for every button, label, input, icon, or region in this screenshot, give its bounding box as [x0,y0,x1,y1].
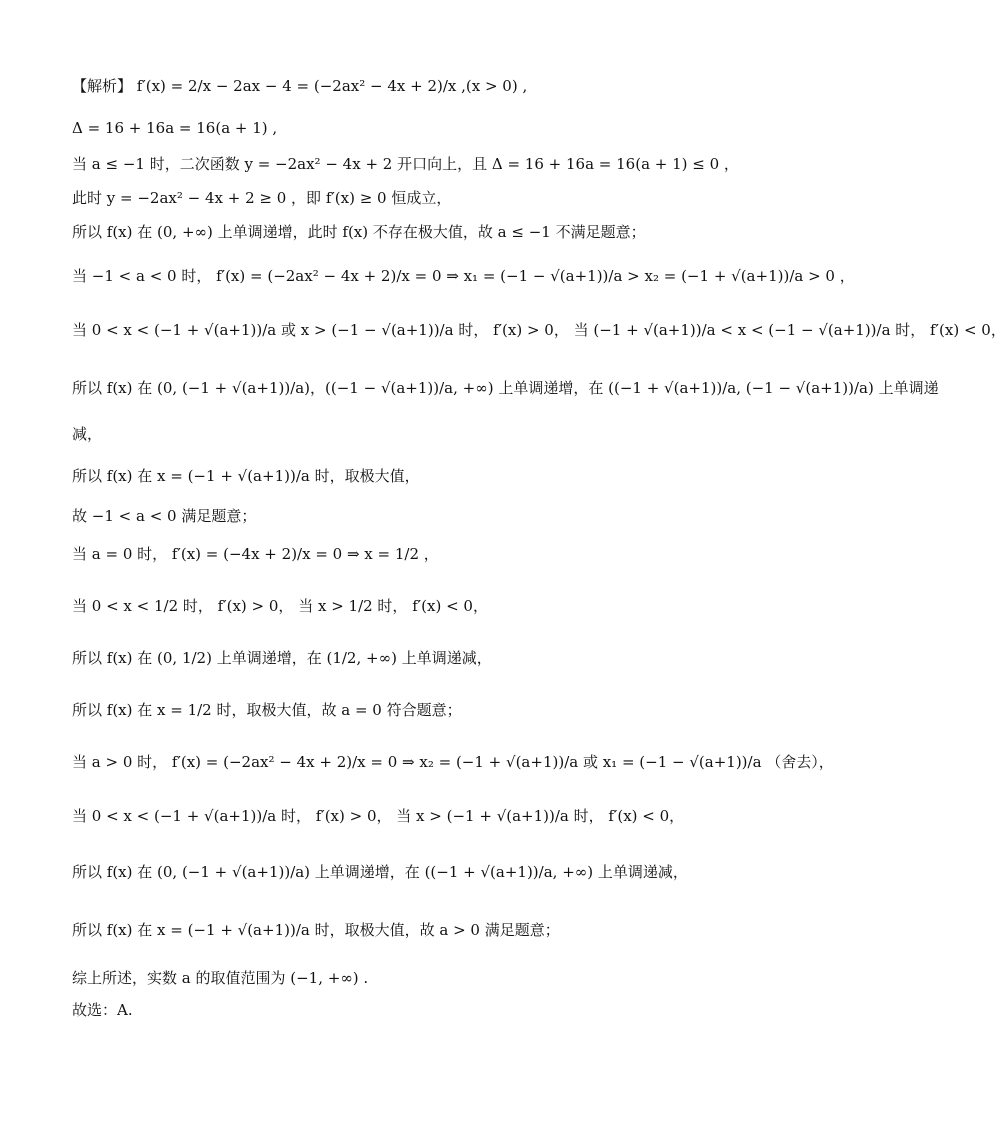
line-11: 故 −1 < a < 0 满足题意； [72,507,257,525]
line-12: 当 a = 0 时， f′(x) = (−4x + 2)/x = 0 ⇒ x = 1/2 ， [72,545,439,563]
line-7: 当 0 < x < (−1 + √(a+1))/a 或 x > (−1 − √(a+1))/a 时， f′(x) > 0， 当 (−1 + √(a+1))/a < x < (−1 − √(a+1))/a 时， f′(x) < 0， [72,321,1006,339]
line-5: 所以 f(x) 在 (0, +∞) 上单调递增，此时 f(x) 不存在极大值，故 a ≤ −1 不满足题意； [72,223,646,241]
line-14: 所以 f(x) 在 (0, 1/2) 上单调递增，在 (1/2, +∞) 上单调递减， [72,649,492,667]
line-15: 所以 f(x) 在 x = 1/2 时，取极大值，故 a = 0 符合题意； [72,701,462,719]
line-20: 综上所述，实数 a 的取值范围为 (−1, +∞) . [72,969,369,987]
line-16: 当 a > 0 时， f′(x) = (−2ax² − 4x + 2)/x = 0 ⇒ x₂ = (−1 + √(a+1))/a 或 x₁ = (−1 − √(a+1))/a （舍去）， [72,753,834,771]
line-13: 当 0 < x < 1/2 时， f′(x) > 0， 当 x > 1/2 时， f′(x) < 0， [72,597,488,615]
line-1: 【解析】 f′(x) = 2/x − 2ax − 4 = (−2ax² − 4x + 2)/x ,(x > 0) , [72,77,528,95]
line-19: 所以 f(x) 在 x = (−1 + √(a+1))/a 时，取极大值，故 a > 0 满足题意； [72,921,560,939]
line-2: Δ = 16 + 16a = 16(a + 1) , [72,119,278,137]
line-17: 当 0 < x < (−1 + √(a+1))/a 时， f′(x) > 0， 当 x > (−1 + √(a+1))/a 时， f′(x) < 0， [72,807,685,825]
line-9: 减， [72,425,103,443]
line-8: 所以 f(x) 在 (0, (−1 + √(a+1))/a)，((−1 − √(a+1))/a, +∞) 上单调递增，在 ((−1 + √(a+1))/a, (−1 − √(a+1))/a) 上单调递 [72,379,939,397]
line-4: 此时 y = −2ax² − 4x + 2 ≥ 0 ，即 f′(x) ≥ 0 恒成立， [72,189,452,207]
line-3: 当 a ≤ −1 时，二次函数 y = −2ax² − 4x + 2 开口向上，且 Δ = 16 + 16a = 16(a + 1) ≤ 0 ， [72,155,739,173]
line-6: 当 −1 < a < 0 时， f′(x) = (−2ax² − 4x + 2)/x = 0 ⇒ x₁ = (−1 − √(a+1))/a > x₂ = (−1 + √(a+1))/a > 0 ， [72,267,855,285]
line-10: 所以 f(x) 在 x = (−1 + √(a+1))/a 时，取极大值， [72,467,420,485]
line-21: 故选：A. [72,1001,133,1019]
line-18: 所以 f(x) 在 (0, (−1 + √(a+1))/a) 上单调递增，在 ((−1 + √(a+1))/a, +∞) 上单调递减， [72,863,688,881]
